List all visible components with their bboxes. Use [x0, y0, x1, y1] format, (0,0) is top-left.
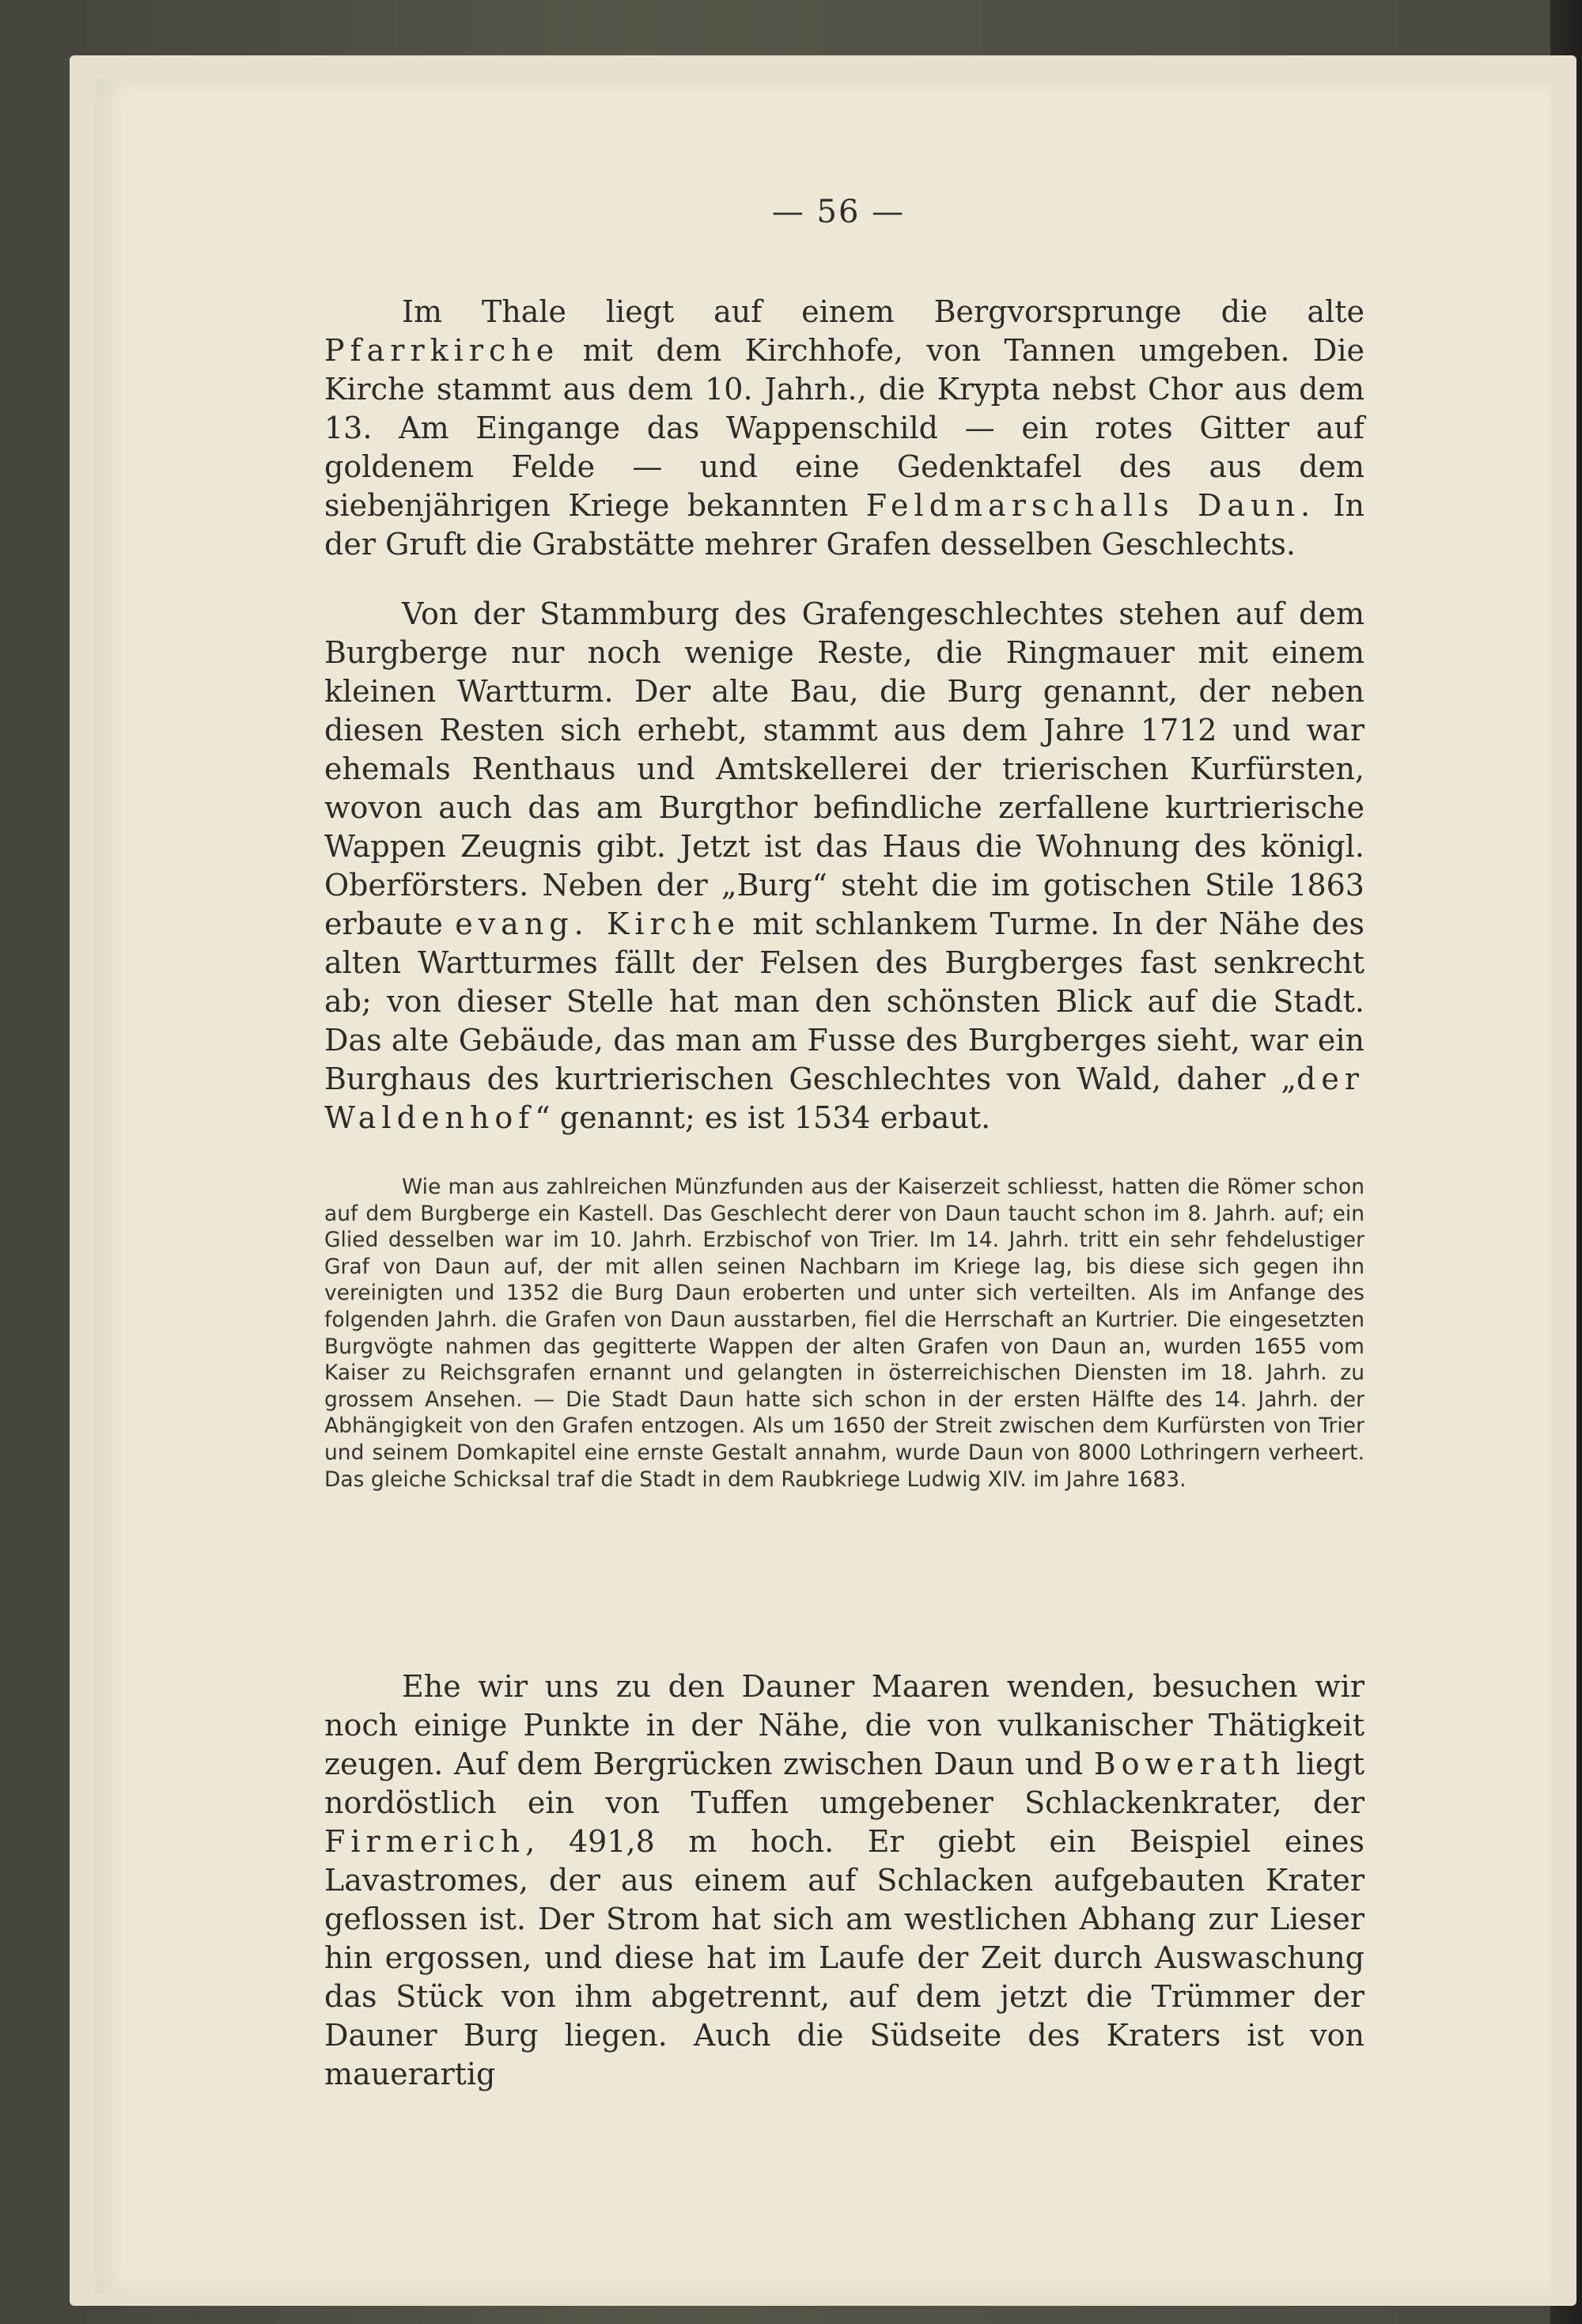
- paragraph-2: [324, 595, 1364, 1137]
- spaced-term-pfarrkirche: Pfarrkirche: [324, 333, 560, 368]
- text-run: In der Gruft die Grabstätte mehrer Grafen desselben Geschlechts.: [324, 488, 1364, 562]
- spaced-term-feldmarschall: Feldmarschalls Daun.: [865, 488, 1316, 523]
- text-run: , 491,8 m hoch. Er giebt ein Beispiel eines Lavastromes, der aus einem auf Schlacken aufgebauten Krater geflossen ist. Der Strom hat sich am westlichen Abhang zur Lieser hin ergossen, und diese hat im Laufe der Zeit durch Auswaschung das Stück von ihm abgetrennt, auf dem jetzt die Trümmer der Dauner Burg liegen. Auch die Südseite des Kraters ist von mauerartig: [324, 1824, 1364, 2091]
- spaced-term-waldenhof: der Waldenhof: [324, 1062, 1364, 1135]
- small-print-note: Wie man aus zahlreichen Münzfunden aus der Kaiserzeit schliesst, hatten die Römer schon auf dem Burgberge ein Kastell. Das Geschlecht derer von Daun taucht schon im 8. Jahrh. auf; ein Glied desselben war im 10. Jahrh. Erzbischof von Trier. Im 14. Jahrh. tritt ein sehr fehdelustiger Graf von Daun auf, der mit allen seinen Nachbarn im Kriege lag, bis diese sich gegen ihn vereinigten und 1352 die Burg Daun eroberten und unter sich verteilten. Als im Anfange des folgenden Jahrh. die Grafen von Daun ausstarben, fiel die Herrschaft an Kurtrier. Die eingesetzten Burgvögte nahmen das gegitterte Wappen der alten Grafen von Daun an, wurden 1655 vom Kaiser zu Reichsgrafen ernannt und gelangten in österreichischen Diensten im 18. Jahrh. zu grossem Ansehen. — Die Stadt Daun hatte sich schon in der ersten Hälfte des 14. Jahrh. der Abhängigkeit von den Grafen entzogen. Als um 1650 der Streit zwischen dem Kurfürsten von Trier und seinem Domkapitel eine ernste Gestalt annahm, wurde Daun von 8000 Lothringern verheert. Das gleiche Schicksal traf die Stadt in dem Raubkriege Ludwig XIV. im Jahre 1683.: [324, 1175, 1364, 1492]
- text-run: mit dem Kirchhofe, von Tannen umgeben. Die Kirche stammt aus dem 10. Jahrh., die Krypta nebst Chor aus dem 13. Am Eingange das Wappenschild — ein rotes Gitter auf goldenem Felde — und eine Gedenktafel des aus dem siebenjährigen Kriege bekannten: [324, 333, 1364, 523]
- page-number: — 56 —: [771, 194, 906, 230]
- paragraph-3: [324, 1667, 1364, 2094]
- paragraph-stammburg: [324, 595, 1364, 1137]
- text-run: mit schlankem Turme. In der Nähe des alten Wartturmes fällt der Felsen des Burgberges fast senkrecht ab; von dieser Stelle hat man den schönsten Blick auf die Stadt. Das alte Gebäude, das man am Fusse des Burgberges sieht, war ein Burghaus des kurtrierischen Geschlechtes von Wald, daher „: [324, 907, 1364, 1096]
- text-run: liegt nordöstlich ein von Tuffen umgebener Schlackenkrater, der: [324, 1747, 1364, 1820]
- spaced-term-firmerich: Firmerich: [324, 1824, 526, 1859]
- paragraph-pfarrkirche: [324, 293, 1364, 564]
- text-run: Von der Stammburg des Grafengeschlechtes stehen auf dem Burgberge nur noch wenige Reste, die Ringmauer mit einem kleinen Wartturm. Der alte Bau, die Burg genannt, der neben diesen Resten sich erhebt, stammt aus dem Jahre 1712 und war ehemals Renthaus und Amtskellerei der trierischen Kurfürsten, wovon auch das am Burgthor befindliche zerfallene kurtrierische Wappen Zeugnis gibt. Jetzt ist das Haus die Wohnung des königl. Oberförsters. Neben der „Burg“ steht die im gotischen Stile 1863 erbaute: [324, 596, 1364, 941]
- text-run: Ehe wir uns zu den Dauner Maaren wenden, besuchen wir noch einige Punkte in der Nähe, die von vulkanischer Thätigkeit zeugen. Auf dem Bergrücken zwischen Daun und: [324, 1669, 1364, 1781]
- paragraph-1: [324, 293, 1364, 564]
- spaced-term-bowerath: Bowerath: [1093, 1747, 1286, 1781]
- text-run: “ genannt; es ist 1534 erbaut.: [535, 1100, 991, 1135]
- text-run: Im Thale liegt auf einem Bergvorsprunge die alte: [402, 294, 1364, 329]
- spaced-term-evang-kirche: evang. Kirche: [455, 907, 740, 941]
- paragraph-dauner-maare: [324, 1667, 1364, 2094]
- historical-note: [324, 1169, 1364, 1501]
